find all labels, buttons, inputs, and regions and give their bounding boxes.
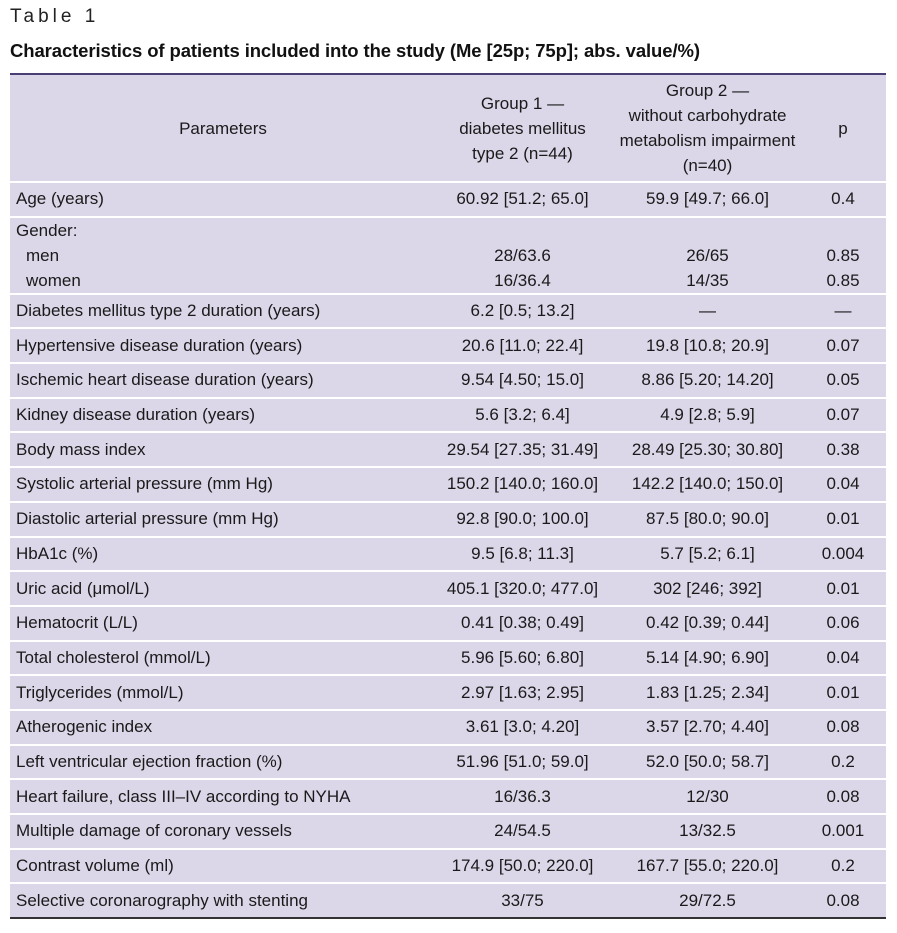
gender-labels xyxy=(10,217,430,294)
header-group2-line: metabolism impairment xyxy=(619,131,796,150)
row-label: Left ventricular ejection fraction (%) xyxy=(10,745,430,780)
header-group1-line: type 2 (n=44) xyxy=(472,143,573,163)
row-group2-value: 8.86 [5.20; 14.20] xyxy=(615,363,800,398)
row-label: Uric acid (μmol/L) xyxy=(10,571,430,606)
gender-women-label: women xyxy=(26,270,81,290)
gender-men-label: men xyxy=(26,245,60,265)
gender-men-group1: 28/63.6 xyxy=(494,245,551,265)
row-group2-value: 1.83 [1.25; 2.34] xyxy=(615,675,800,710)
row-label: Hypertensive disease duration (years) xyxy=(10,328,430,363)
table-row xyxy=(10,745,886,780)
gender-women-group2: 14/35 xyxy=(686,270,729,290)
row-group2-value: — xyxy=(615,294,800,329)
row-group1-value: 0.41 [0.38; 0.49] xyxy=(430,606,615,641)
row-label: Contrast volume (ml) xyxy=(10,849,430,884)
row-label: Multiple damage of coronary vessels xyxy=(10,814,430,849)
row-group2-value: 13/32.5 xyxy=(615,814,800,849)
row-group1-value: 16/36.3 xyxy=(430,779,615,814)
row-label: Age (years) xyxy=(10,182,430,217)
table-row xyxy=(10,502,886,537)
header-group2 xyxy=(615,74,800,182)
row-label: Diastolic arterial pressure (mm Hg) xyxy=(10,502,430,537)
row-label: Kidney disease duration (years) xyxy=(10,398,430,433)
row-group2-value: 19.8 [10.8; 20.9] xyxy=(615,328,800,363)
row-p-value: 0.06 xyxy=(800,606,886,641)
row-p-value: 0.2 xyxy=(800,849,886,884)
row-p-value: 0.004 xyxy=(800,537,886,572)
table-row xyxy=(10,467,886,502)
table-label: Table 1 xyxy=(10,6,100,27)
row-p-value: 0.04 xyxy=(800,641,886,676)
row-group1-value: 33/75 xyxy=(430,883,615,918)
row-group1-value: 5.6 [3.2; 6.4] xyxy=(430,398,615,433)
row-p-value: 0.05 xyxy=(800,363,886,398)
row-group1-value: 24/54.5 xyxy=(430,814,615,849)
gender-label: Gender: xyxy=(16,220,78,240)
gender-group1-values xyxy=(430,217,615,294)
header-group2-line: Group 2 — xyxy=(665,81,750,100)
header-row xyxy=(10,74,886,182)
row-label: Systolic arterial pressure (mm Hg) xyxy=(10,467,430,502)
row-group2-value: 52.0 [50.0; 58.7] xyxy=(615,745,800,780)
gender-women-group1: 16/36.4 xyxy=(494,270,551,290)
row-group1-value: 20.6 [11.0; 22.4] xyxy=(430,328,615,363)
table-row xyxy=(10,398,886,433)
row-label: Hematocrit (L/L) xyxy=(10,606,430,641)
row-group1-value: 2.97 [1.63; 2.95] xyxy=(430,675,615,710)
row-label: HbA1c (%) xyxy=(10,537,430,572)
row-group2-value: 29/72.5 xyxy=(615,883,800,918)
row-p-value: 0.07 xyxy=(800,398,886,433)
row-group1-value: 29.54 [27.35; 31.49] xyxy=(430,432,615,467)
table-row xyxy=(10,363,886,398)
row-label: Ischemic heart disease duration (years) xyxy=(10,363,430,398)
row-label: Total cholesterol (mmol/L) xyxy=(10,641,430,676)
row-label: Atherogenic index xyxy=(10,710,430,745)
row-p-value: 0.04 xyxy=(800,467,886,502)
row-group2-value: 0.42 [0.39; 0.44] xyxy=(615,606,800,641)
gender-group2-values xyxy=(615,217,800,294)
row-p-value: 0.38 xyxy=(800,432,886,467)
table-row xyxy=(10,606,886,641)
header-group1-line: Group 1 — xyxy=(480,93,565,113)
row-p-value: 0.001 xyxy=(800,814,886,849)
row-group1-value: 5.96 [5.60; 6.80] xyxy=(430,641,615,676)
row-group2-value: 3.57 [2.70; 4.40] xyxy=(615,710,800,745)
row-group2-value: 87.5 [80.0; 90.0] xyxy=(615,502,800,537)
row-group1-value: 3.61 [3.0; 4.20] xyxy=(430,710,615,745)
gender-men-group2: 26/65 xyxy=(686,245,729,265)
row-group2-value: 142.2 [140.0; 150.0] xyxy=(615,467,800,502)
row-p-value: 0.08 xyxy=(800,710,886,745)
row-group1-value: 9.54 [4.50; 15.0] xyxy=(430,363,615,398)
gender-men-p: 0.85 xyxy=(826,245,860,265)
table-row xyxy=(10,710,886,745)
row-group2-value: 5.7 [5.2; 6.1] xyxy=(615,537,800,572)
row-group1-value: 51.96 [51.0; 59.0] xyxy=(430,745,615,780)
table-row-age xyxy=(10,182,886,217)
header-group1 xyxy=(430,74,615,182)
row-p-value: 0.01 xyxy=(800,571,886,606)
table-row xyxy=(10,779,886,814)
characteristics-table xyxy=(10,73,886,919)
header-group2-line: (n=40) xyxy=(682,156,733,175)
row-label: Diabetes mellitus type 2 duration (years) xyxy=(10,294,430,329)
row-p-value: 0.2 xyxy=(800,745,886,780)
row-group2-value: 12/30 xyxy=(615,779,800,814)
header-parameters: Parameters xyxy=(10,74,430,182)
row-group1-value: 150.2 [140.0; 160.0] xyxy=(430,467,615,502)
table-row xyxy=(10,675,886,710)
row-group1-value: 92.8 [90.0; 100.0] xyxy=(430,502,615,537)
gender-women-p: 0.85 xyxy=(826,270,860,290)
row-group2-value: 28.49 [25.30; 30.80] xyxy=(615,432,800,467)
table-row xyxy=(10,814,886,849)
row-group2-value: 167.7 [55.0; 220.0] xyxy=(615,849,800,884)
table-row-gender xyxy=(10,217,886,294)
table-row xyxy=(10,849,886,884)
table-row xyxy=(10,432,886,467)
row-group1-value: 6.2 [0.5; 13.2] xyxy=(430,294,615,329)
table-row xyxy=(10,328,886,363)
row-p-value: — xyxy=(800,294,886,329)
row-p-value: 0.08 xyxy=(800,883,886,918)
row-label: Selective coronarography with stenting xyxy=(10,883,430,918)
header-group2-line: without carbohydrate xyxy=(628,106,787,125)
header-p: p xyxy=(800,74,886,182)
table-row xyxy=(10,294,886,329)
gender-p-values xyxy=(800,217,886,294)
table-row xyxy=(10,537,886,572)
row-group2-value: 302 [246; 392] xyxy=(615,571,800,606)
row-group1-value: 174.9 [50.0; 220.0] xyxy=(430,849,615,884)
row-p-value: 0.4 xyxy=(800,182,886,217)
table-caption: Characteristics of patients included into the study (Me [25p; 75p]; abs. value/%) xyxy=(10,40,700,61)
row-group1-value: 60.92 [51.2; 65.0] xyxy=(430,182,615,217)
row-p-value: 0.07 xyxy=(800,328,886,363)
header-group1-line: diabetes mellitus xyxy=(459,118,586,138)
row-group2-value: 5.14 [4.90; 6.90] xyxy=(615,641,800,676)
row-p-value: 0.01 xyxy=(800,675,886,710)
row-group1-value: 9.5 [6.8; 11.3] xyxy=(430,537,615,572)
row-group2-value: 59.9 [49.7; 66.0] xyxy=(615,182,800,217)
row-label: Triglycerides (mmol/L) xyxy=(10,675,430,710)
table-row xyxy=(10,883,886,918)
row-label: Heart failure, class III–IV according to NYHA xyxy=(10,779,430,814)
row-label: Body mass index xyxy=(10,432,430,467)
row-p-value: 0.01 xyxy=(800,502,886,537)
row-p-value: 0.08 xyxy=(800,779,886,814)
table-row xyxy=(10,641,886,676)
row-group2-value: 4.9 [2.8; 5.9] xyxy=(615,398,800,433)
table-row xyxy=(10,571,886,606)
row-group1-value: 405.1 [320.0; 477.0] xyxy=(430,571,615,606)
